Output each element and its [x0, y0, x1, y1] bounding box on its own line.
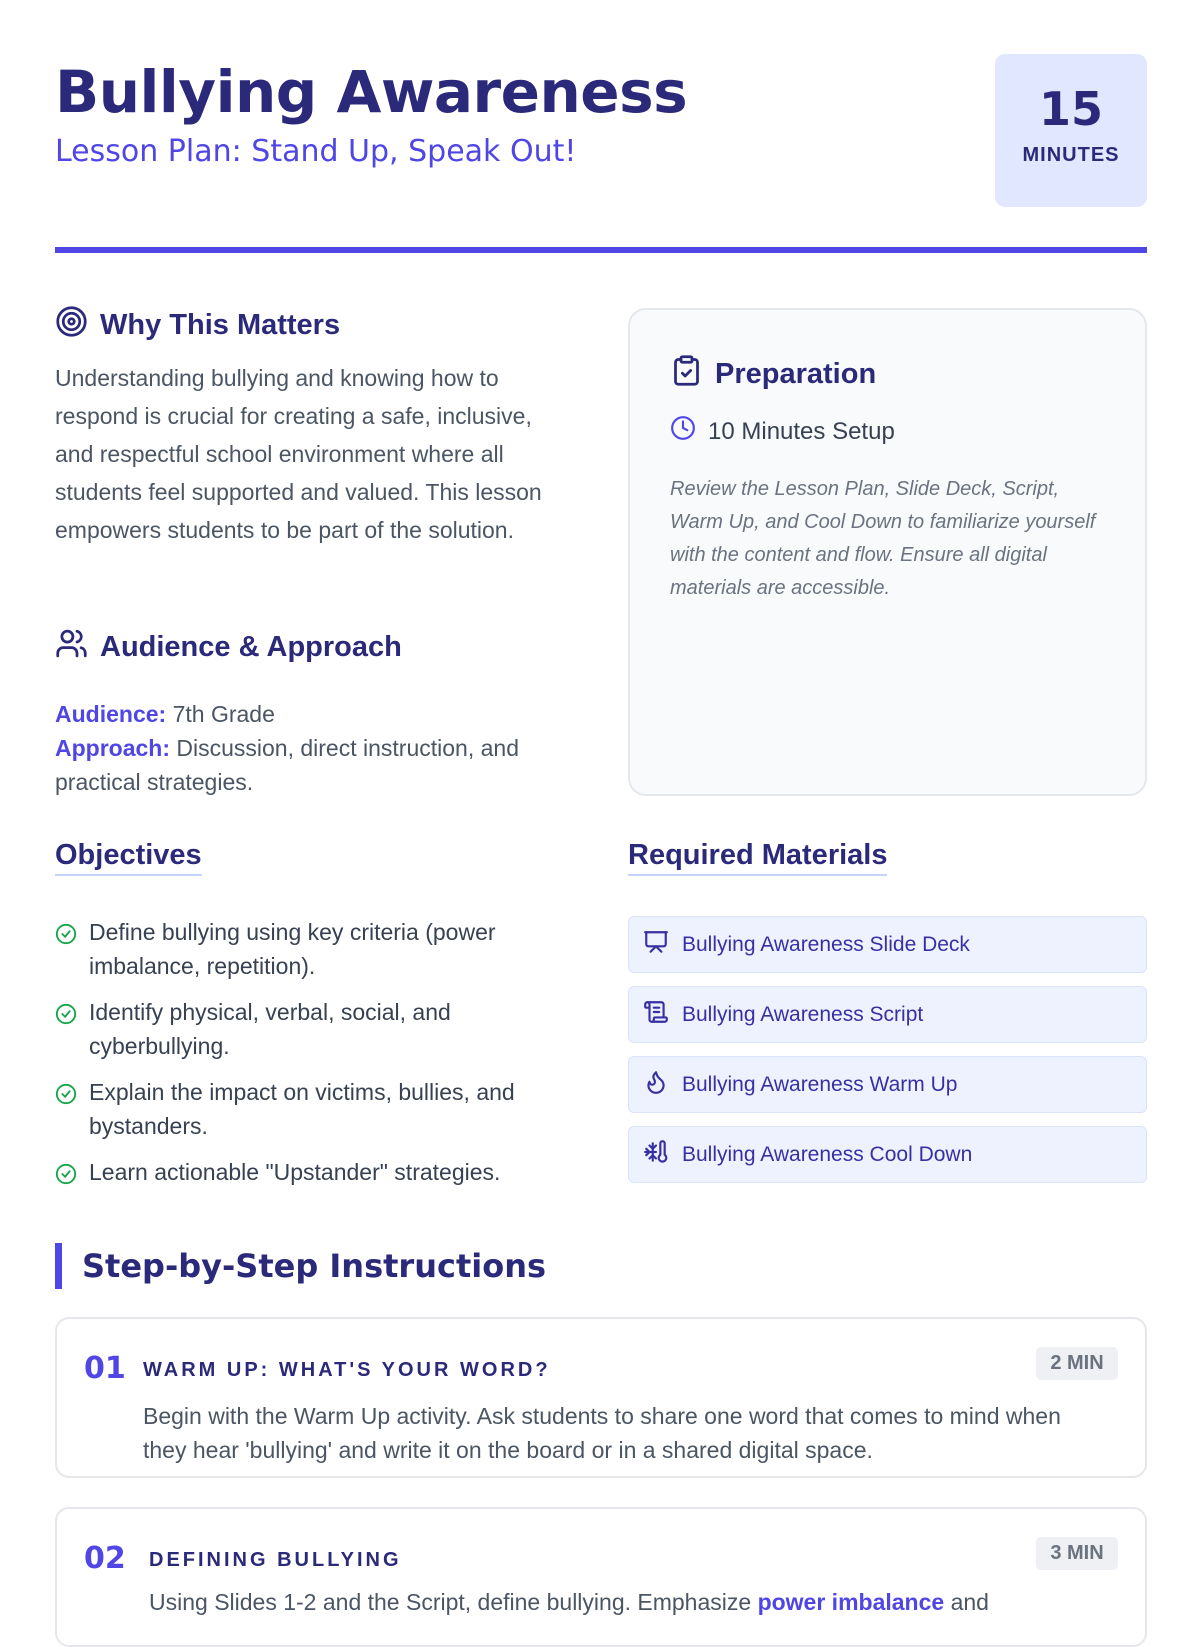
duration-unit: MINUTES — [1022, 144, 1120, 166]
objective-item — [55, 915, 575, 983]
material-label: Bullying Awareness Slide Deck — [682, 932, 970, 956]
step-description — [149, 1585, 1079, 1619]
flame-icon — [643, 1069, 669, 1101]
objective-text: Define bullying using key criteria (power imbalance, repetition). — [89, 919, 496, 979]
audience-value: 7th Grade — [166, 701, 275, 727]
material-label: Bullying Awareness Cool Down — [682, 1142, 973, 1166]
lesson-plan-page — [55, 0, 1147, 1615]
audience-label: Audience: — [55, 701, 167, 727]
approach-value: Discussion, direct instruction, and practical strategies. — [55, 735, 519, 795]
step-duration-badge: 2 MIN — [1036, 1347, 1118, 1380]
step-number: 01 — [84, 1351, 126, 1386]
material-label: Bullying Awareness Script — [682, 1002, 924, 1026]
material-cool-down[interactable] — [628, 1126, 1147, 1183]
duration-badge — [995, 54, 1147, 207]
step-description: Begin with the Warm Up activity. Ask students to share one word that comes to mind when they hear 'bullying' and write it on the board or in a shared digital space. — [143, 1403, 1061, 1463]
users-icon — [55, 627, 88, 668]
objective-text: Identify physical, verbal, social, and cyberbullying. — [89, 999, 451, 1059]
why-body: Understanding bullying and knowing how to respond is crucial for creating a safe, inclusive, and respectful school environment where all students feel supported and valued. This lesson empowers students to be part of the solution. — [55, 365, 542, 543]
scroll-icon — [643, 999, 669, 1031]
audience-details — [55, 697, 575, 799]
step-duration-badge: 3 MIN — [1036, 1537, 1118, 1570]
audience-line — [55, 697, 575, 731]
step-number: 02 — [84, 1541, 126, 1576]
material-label: Bullying Awareness Warm Up — [682, 1072, 958, 1096]
page-subtitle: Lesson Plan: Stand Up, Speak Out! — [55, 134, 577, 169]
step-card — [55, 1317, 1147, 1478]
clock-icon — [670, 415, 696, 448]
objective-text: Learn actionable "Upstander" strategies. — [89, 1159, 501, 1185]
preparation-card — [628, 308, 1147, 796]
step-title: DEFINING BULLYING — [149, 1549, 402, 1571]
duration-value: 15 — [1038, 82, 1103, 136]
objective-text: Explain the impact on victims, bullies, and bystanders. — [89, 1079, 515, 1139]
approach-label: Approach: — [55, 735, 170, 761]
objectives-heading: Objectives — [55, 839, 202, 876]
preparation-heading-label: Preparation — [715, 358, 877, 390]
check-circle-icon — [55, 1000, 81, 1026]
page-title: Bullying Awareness — [55, 58, 688, 126]
preparation-time — [670, 415, 895, 448]
check-circle-icon — [55, 1080, 81, 1106]
check-circle-icon — [55, 920, 81, 946]
check-circle-icon — [55, 1160, 81, 1186]
audience-heading-label: Audience & Approach — [100, 631, 402, 663]
objective-item — [55, 995, 575, 1063]
steps-heading: Step-by-Step Instructions — [55, 1243, 546, 1289]
why-heading-label: Why This Matters — [100, 309, 341, 341]
objectives-list — [55, 915, 575, 1201]
step-title: WARM UP: WHAT'S YOUR WORD? — [143, 1359, 551, 1381]
clipboard-check-icon — [670, 354, 703, 395]
thermometer-snowflake-icon — [643, 1139, 669, 1171]
objective-item — [55, 1155, 575, 1189]
audience-heading — [55, 627, 402, 668]
approach-line — [55, 731, 575, 799]
header-divider — [55, 247, 1147, 253]
step-desc-highlight: power imbalance — [757, 1589, 945, 1615]
objective-item — [55, 1075, 575, 1143]
material-warm-up[interactable] — [628, 1056, 1147, 1113]
preparation-time-label: 10 Minutes Setup — [708, 417, 895, 445]
materials-heading: Required Materials — [628, 839, 887, 876]
presentation-icon — [643, 929, 669, 961]
target-icon — [55, 305, 88, 346]
step-card — [55, 1507, 1147, 1647]
preparation-heading — [670, 354, 876, 395]
material-slide-deck[interactable] — [628, 916, 1147, 973]
material-script[interactable] — [628, 986, 1147, 1043]
step-desc-prefix: Using Slides 1-2 and the Script, define bullying. Emphasize — [149, 1589, 758, 1615]
step-desc-suffix: and — [944, 1589, 989, 1615]
why-heading — [55, 305, 340, 346]
preparation-note: Review the Lesson Plan, Slide Deck, Script, Warm Up, and Cool Down to familiarize yourself with the content and flow. Ensure all digital materials are accessible. — [670, 478, 1096, 599]
